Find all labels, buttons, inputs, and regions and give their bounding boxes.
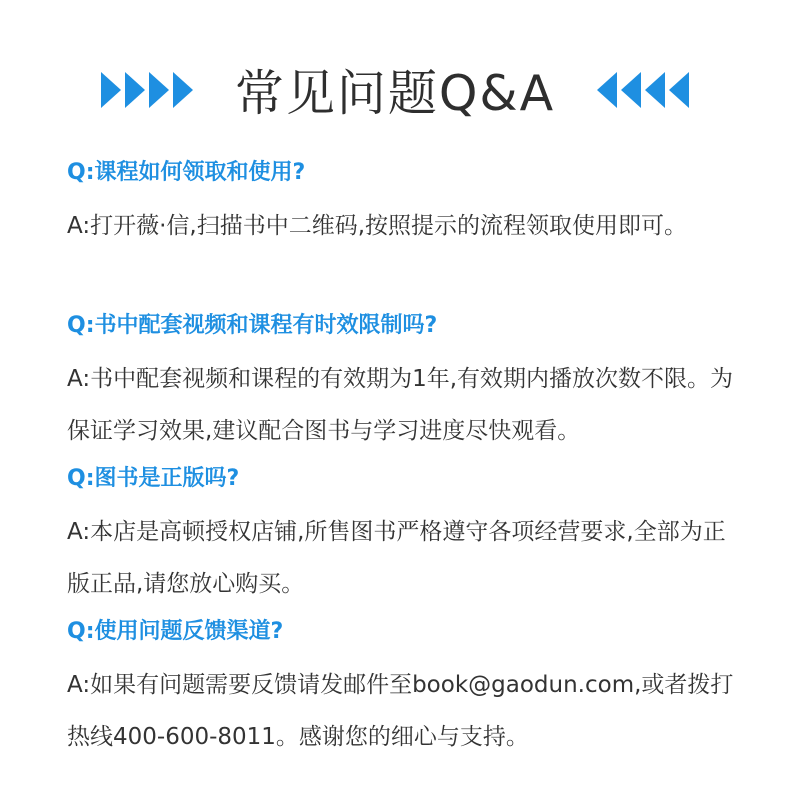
- faq-question: Q:书中配套视频和课程有时效限制吗?: [67, 313, 438, 338]
- chevrons-left-icon: [597, 72, 689, 108]
- faq-answer: A:书中配套视频和课程的有效期为1年,有效期内播放次数不限。为保证学习效果,建议配合图书与学习进度尽快观看。: [67, 366, 734, 444]
- faq-item-course-access: [67, 155, 747, 252]
- faq-question: Q:课程如何领取和使用?: [67, 160, 306, 185]
- chevron-right-icon: [149, 72, 169, 108]
- faq-question: Q:使用问题反馈渠道?: [67, 619, 284, 644]
- chevron-right-icon: [101, 72, 121, 108]
- faq-item-genuine: [67, 461, 747, 610]
- faq-item-feedback: [67, 614, 747, 763]
- faq-item-time-limit: [67, 308, 747, 457]
- chevron-left-icon: [645, 72, 665, 108]
- page-title: 常见问题Q&A: [234, 65, 556, 122]
- chevrons-right-icon: [101, 72, 193, 108]
- chevron-right-icon: [125, 72, 145, 108]
- faq-answer: A:本店是高顿授权店铺,所售图书严格遵守各项经营要求,全部为正版正品,请您放心购买。: [67, 519, 726, 597]
- chevron-left-icon: [621, 72, 641, 108]
- chevron-left-icon: [669, 72, 689, 108]
- faq-answer: A:打开薇·信,扫描书中二维码,按照提示的流程领取使用即可。: [67, 213, 688, 239]
- faq-answer: A:如果有问题需要反馈请发邮件至book@gaodun.com,或者拨打热线400-600-8011。感谢您的细心与支持。: [67, 672, 734, 750]
- chevron-left-icon: [597, 72, 617, 108]
- faq-question: Q:图书是正版吗?: [67, 466, 240, 491]
- chevron-right-icon: [173, 72, 193, 108]
- page-header: [0, 52, 790, 128]
